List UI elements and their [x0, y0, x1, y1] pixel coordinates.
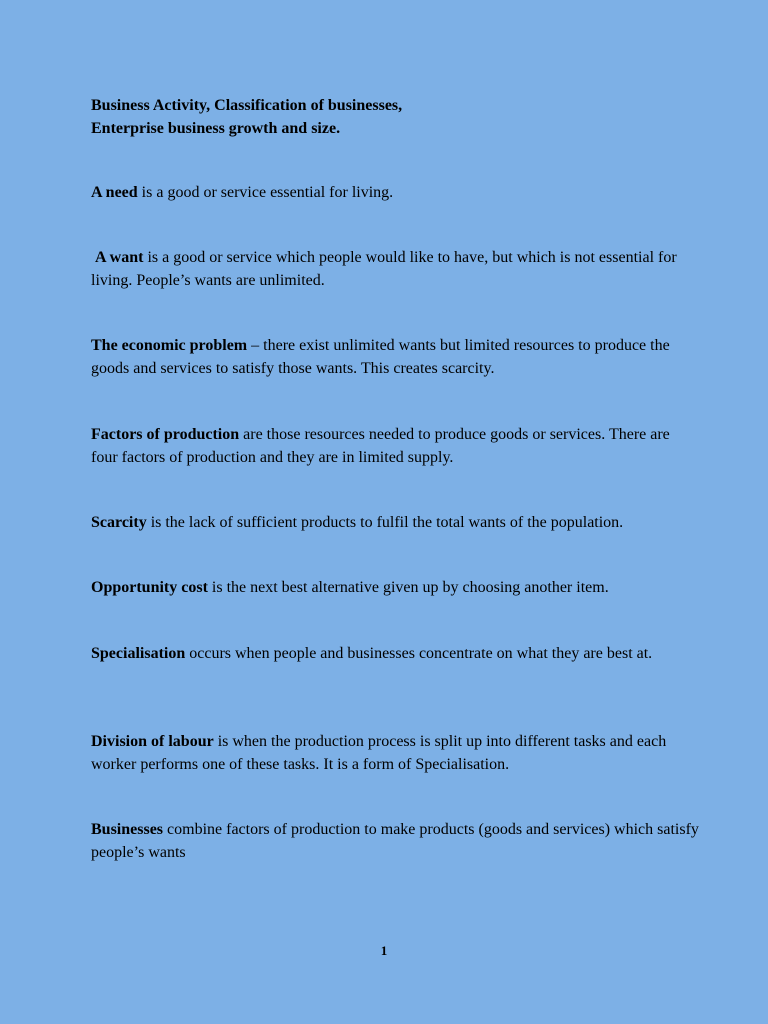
definition-term: Scarcity [91, 514, 147, 531]
definition-text: – there exist unlimited wants but limited resources to produce the goods and services to satisfy those wants. This creates scarcity. [91, 337, 670, 377]
definition-want [91, 246, 691, 292]
definition-need [91, 181, 691, 204]
title-line-2: Enterprise business growth and size. [91, 120, 341, 137]
definition-term: A want [95, 249, 144, 266]
definition-division-of-labour [91, 730, 691, 776]
definition-opportunity-cost [91, 576, 691, 599]
definition-economic-problem [91, 334, 691, 380]
page-number: 1 [380, 943, 388, 958]
definition-term: Specialisation [91, 645, 186, 662]
definition-term: Factors of production [91, 426, 240, 443]
definition-text: are those resources needed to produce goods or services. There are four factors of production and they are in limited supply. [91, 426, 670, 466]
definition-text: is when the production process is split up into different tasks and each worker performs one of these tasks. It is a form of Specialisation. [91, 733, 667, 773]
definition-specialisation [91, 642, 691, 665]
definition-scarcity [91, 511, 711, 534]
document-title [91, 94, 711, 140]
definition-term: Opportunity cost [91, 579, 208, 596]
definition-text: occurs when people and businesses concentrate on what they are best at. [185, 645, 653, 662]
definition-term: A need [91, 184, 138, 201]
definition-factors-of-production [91, 423, 691, 469]
definition-text: is the lack of sufficient products to fulfil the total wants of the population. [146, 514, 624, 531]
definition-term: Division of labour [91, 733, 214, 750]
definition-businesses [91, 818, 701, 864]
definition-text: is the next best alternative given up by choosing another item. [207, 579, 609, 596]
definition-text: is a good or service which people would like to have, but which is not essential for living. People’s wants are unlimited. [91, 249, 677, 289]
title-line-1: Business Activity, Classification of businesses, [91, 97, 403, 114]
definition-term: The economic problem [91, 337, 248, 354]
definition-term: Businesses [91, 821, 164, 838]
definition-text: is a good or service essential for living. [137, 184, 394, 201]
definition-text: combine factors of production to make products (goods and services) which satisfy people’s wants [91, 821, 699, 861]
